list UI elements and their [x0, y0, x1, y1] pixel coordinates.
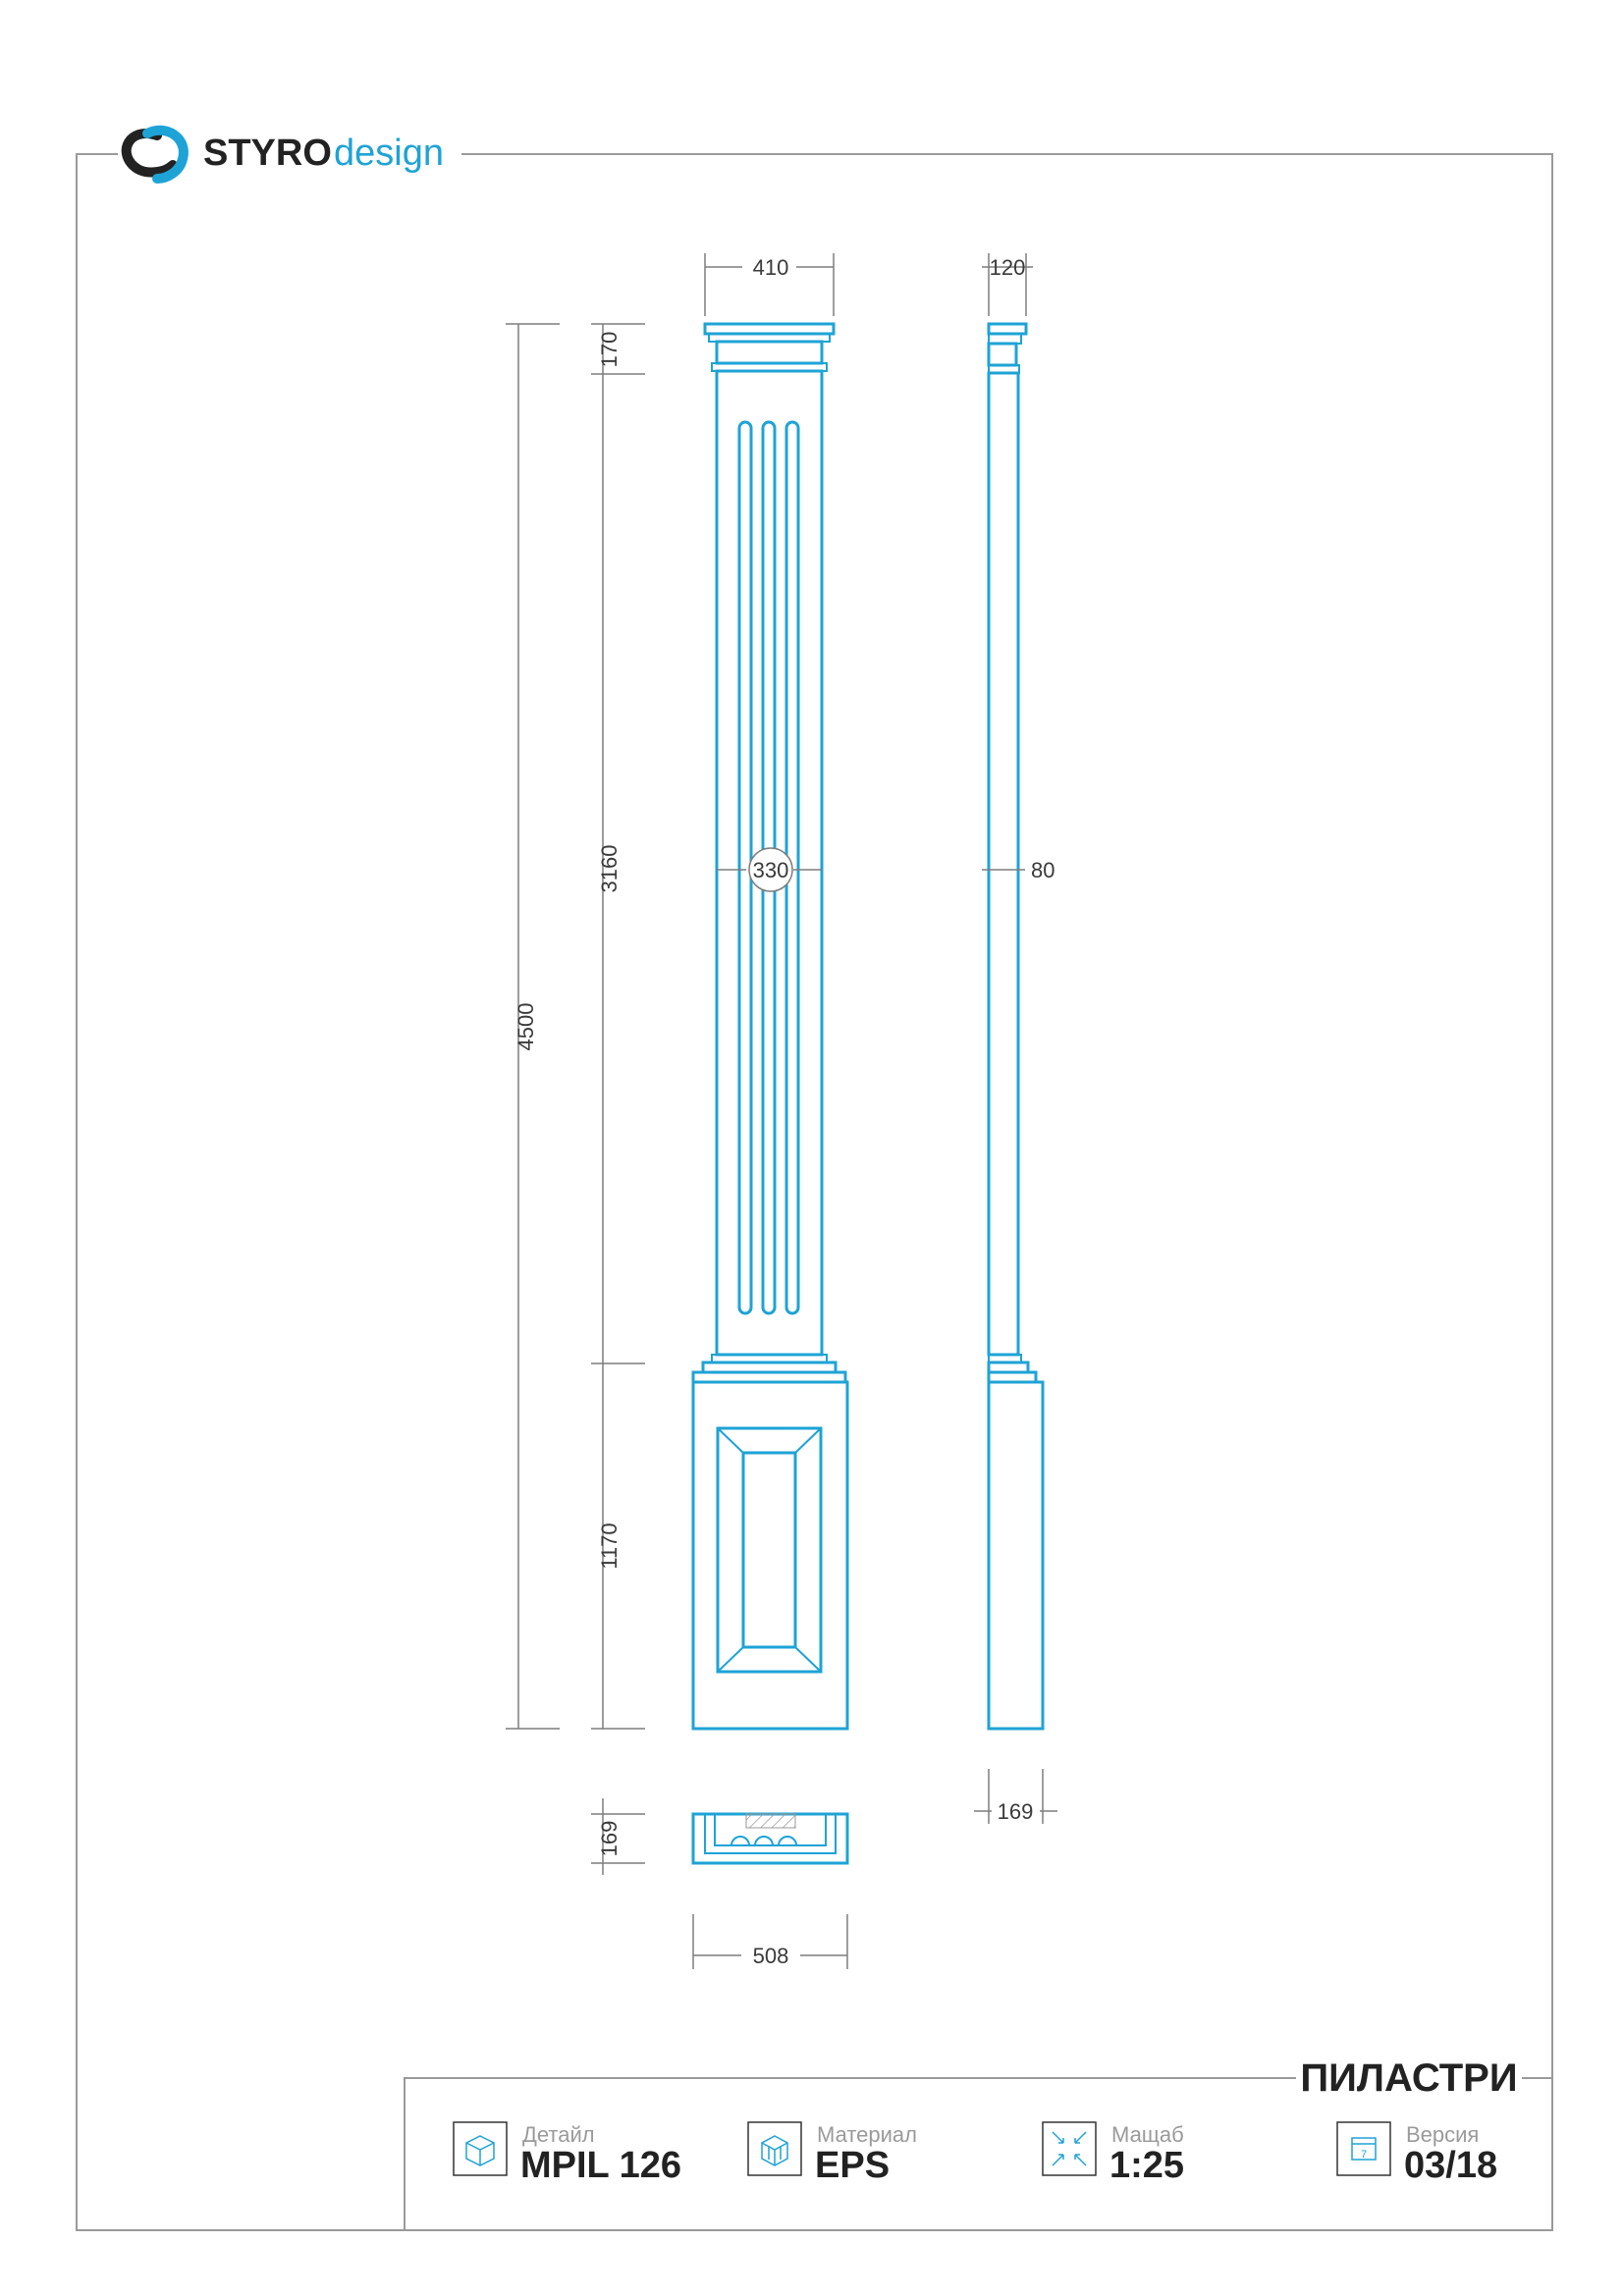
category-title: ПИЛАСТРИ	[1300, 2056, 1518, 2100]
dim-section-depth: 169	[597, 1820, 622, 1857]
material-icon-frame	[748, 2122, 801, 2175]
field-label: Мащаб	[1111, 2122, 1184, 2147]
front-pedestal	[693, 1382, 847, 1729]
dim-shaft-depth: 80	[1031, 858, 1055, 882]
material-cube-icon	[762, 2136, 787, 2165]
field-scale	[1043, 2122, 1184, 2186]
calendar-day: 7	[1360, 2149, 1368, 2161]
dim-section-width: 508	[752, 1944, 789, 1968]
side-view	[989, 324, 1043, 1729]
field-value: 1:25	[1109, 2145, 1185, 2186]
scale-icon	[1053, 2132, 1086, 2165]
field-version	[1337, 2122, 1497, 2186]
dim-pedestal-height: 1170	[597, 1522, 622, 1570]
dim-flute-width: 330	[752, 858, 789, 882]
brand-name-light: design	[334, 133, 444, 174]
front-view	[693, 324, 847, 1729]
calendar-icon	[1352, 2138, 1376, 2161]
scale-icon-frame	[1043, 2122, 1096, 2175]
side-shaft	[989, 373, 1018, 1355]
cube-icon-frame	[454, 2122, 507, 2175]
dim-pedestal-depth: 169	[997, 1799, 1034, 1824]
section-view	[693, 1814, 847, 1863]
sheet-frame	[77, 154, 1552, 2230]
brand-name-bold: STYRO	[203, 133, 332, 174]
dim-depth-top: 120	[989, 255, 1026, 280]
front-capital	[705, 324, 834, 371]
field-label: Детайл	[522, 2122, 595, 2147]
dim-capital-height: 170	[597, 331, 622, 368]
side-pedestal	[989, 1382, 1043, 1729]
styrodesign-swirl-logo-icon	[127, 131, 184, 179]
dimension-lines	[506, 253, 1057, 1969]
field-material	[748, 2122, 917, 2186]
dim-total-height: 4500	[514, 1002, 538, 1051]
front-base-molding	[693, 1355, 845, 1382]
field-detail	[454, 2122, 681, 2186]
field-label: Версия	[1406, 2122, 1480, 2147]
dim-width-top: 410	[752, 255, 789, 280]
cube-icon	[466, 2136, 494, 2165]
field-label: Материал	[817, 2122, 917, 2147]
field-value: EPS	[815, 2145, 891, 2186]
field-value: 03/18	[1404, 2145, 1498, 2186]
title-block	[405, 2056, 1552, 2230]
brand-logo	[127, 131, 444, 179]
dimension-labels	[514, 255, 1055, 1968]
field-value: MPIL 126	[520, 2145, 682, 2186]
dim-shaft-height: 3160	[597, 844, 622, 893]
